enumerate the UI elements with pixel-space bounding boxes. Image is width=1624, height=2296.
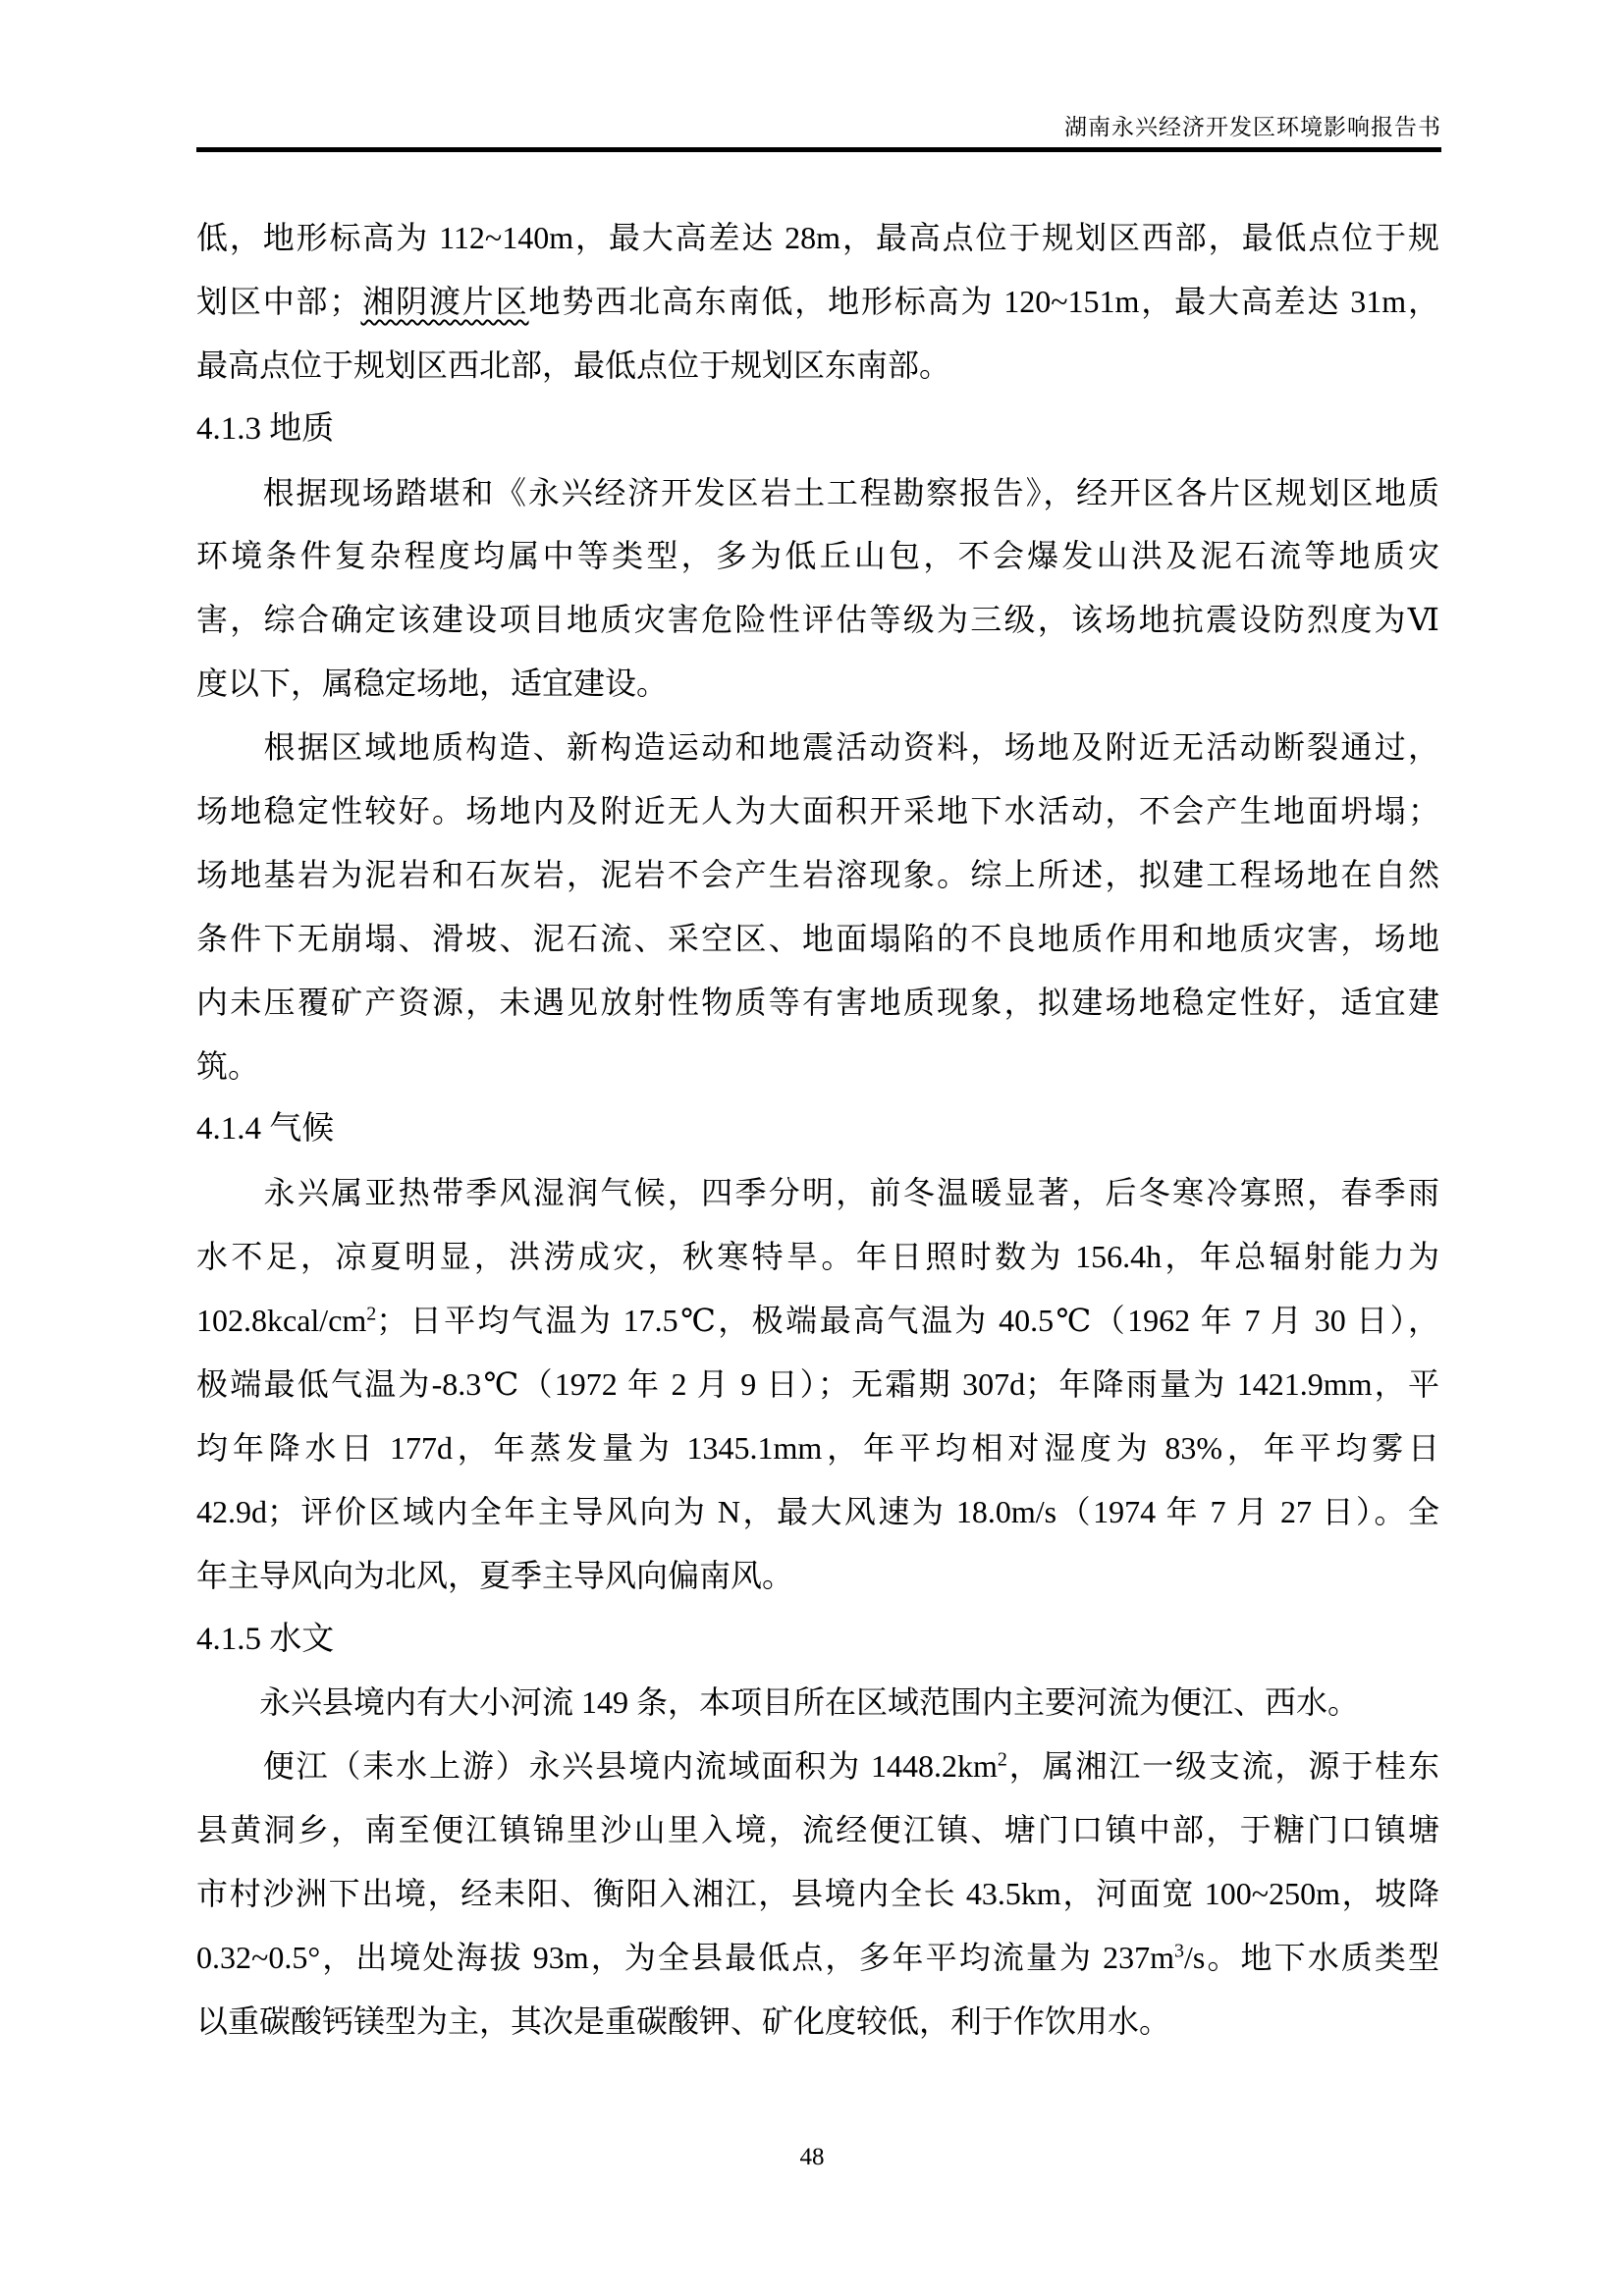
text-line: 内未压覆矿产资源，未遇见放射性物质等有害地质现象，拟建场地稳定性好，适宜建 bbox=[196, 984, 1439, 1020]
text-line: 度以下，属稳定场地，适宜建设。 bbox=[196, 666, 669, 702]
text-line: 县黄洞乡，南至便江镇锦里沙山里入境，流经便江镇、塘门口镇中部，于糖门口镇塘 bbox=[196, 1812, 1439, 1848]
text-line: 低，地形标高为 112~140m，最大高差达 28m，最高点位于规划区西部，最低点位于规 bbox=[196, 220, 1439, 255]
text-line: 场地稳定性较好。场地内及附近无人为大面积开采地下水活动，不会产生地面坍塌； bbox=[196, 793, 1439, 829]
text-line: 划区中部；湘阴渡片区地势西北高东南低，地形标高为 120~151m，最大高差达 31m， bbox=[196, 283, 1439, 319]
text-line: 极端最低气温为-8.3℃（1972 年 2 月 9 日）；无霜期 307d；年降雨量为 1421.9mm，平 bbox=[196, 1366, 1439, 1403]
text-line: 便江（耒水上游）永兴县境内流域面积为 $1448.2km^2$，属湘江一级支流，源于桂东 bbox=[196, 1748, 1439, 1785]
text-line: 均年降水日 177d，年蒸发量为 1345.1mm，年平均相对湿度为 83%，年平均雾日 bbox=[196, 1429, 1439, 1466]
text-line: 条件下无崩塌、滑坡、泥石流、采空区、地面塌陷的不良地质作用和地质灾害，场地 bbox=[196, 920, 1439, 956]
document-body bbox=[196, 206, 1439, 2054]
text-line: 水不足，凉夏明显，洪涝成灾，秋寒特旱。年日照时数为 156.4h，年总辐射能力为 bbox=[196, 1239, 1439, 1275]
section-heading: 4.1.3 地质 bbox=[196, 410, 335, 447]
text-line: 42.9d；评价区域内全年主导风向为 N，最大风速为 18.0m/s（1974 年 7 月 27 日）。全 bbox=[196, 1493, 1439, 1529]
text-line: 市村沙洲下出境，经耒阳、衡阳入湘江，县境内全长 43.5km，河面宽 100~250m，坡降 bbox=[196, 1876, 1439, 1912]
text-line: 永兴县境内有大小河流 149 条，本项目所在区域范围内主要河流为便江、西水。 bbox=[196, 1684, 1360, 1721]
section-heading: 4.1.4 气候 bbox=[196, 1111, 335, 1148]
section-heading: 4.1.5 水文 bbox=[196, 1621, 335, 1657]
text-line: 筑。 bbox=[196, 1047, 260, 1084]
text-line: 永兴属亚热带季风湿润气候，四季分明，前冬温暖显著，后冬寒冷寡照，春季雨 bbox=[196, 1175, 1439, 1211]
superscript-text: 2 bbox=[366, 1303, 377, 1325]
wavy-underlined-text: 湘阴渡片区 bbox=[360, 283, 529, 319]
text-line: 0.32~0.5°，出境处海拔 93m，为全县最低点，多年平均流量为 $237m^3/s$。地下水质类型 bbox=[196, 1940, 1439, 1976]
superscript-text: 2 bbox=[997, 1748, 1007, 1771]
text-line: 根据现场踏堪和《永兴经济开发区岩土工程勘察报告》，经开区各片区规划区地质 bbox=[196, 474, 1439, 510]
text-line: 场地基岩为泥岩和石灰岩，泥岩不会产生岩溶现象。综上所述，拟建工程场地在自然 bbox=[196, 856, 1439, 892]
text-line: 害，综合确定该建设项目地质灾害危险性评估等级为三级，该场地抗震设防烈度为Ⅵ bbox=[196, 602, 1439, 638]
page-number: 48 bbox=[799, 2144, 825, 2170]
text-line: 最高点位于规划区西北部，最低点位于规划区东南部。 bbox=[196, 347, 951, 383]
header-rule bbox=[196, 147, 1441, 152]
report-header-title: 湖南永兴经济开发区环境影响报告书 bbox=[1064, 115, 1441, 139]
text-line: 环境条件复杂程度均属中等类型，多为低丘山包，不会爆发山洪及泥石流等地质灾 bbox=[196, 538, 1439, 574]
text-line: 以重碳酸钙镁型为主，其次是重碳酸钾、矿化度较低，利于作饮用水。 bbox=[196, 2002, 1171, 2039]
text-line: $102.8kcal/cm^2$；日平均气温为 17.5℃，极端最高气温为 40.5℃（1962 年 7 月 30 日）， bbox=[196, 1303, 1439, 1339]
text-line: 根据区域地质构造、新构造运动和地震活动资料，场地及附近无活动断裂通过， bbox=[196, 729, 1439, 766]
text-line: 年主导风向为北风，夏季主导风向偏南风。 bbox=[196, 1557, 794, 1593]
superscript-text: 3 bbox=[1174, 1940, 1185, 1962]
